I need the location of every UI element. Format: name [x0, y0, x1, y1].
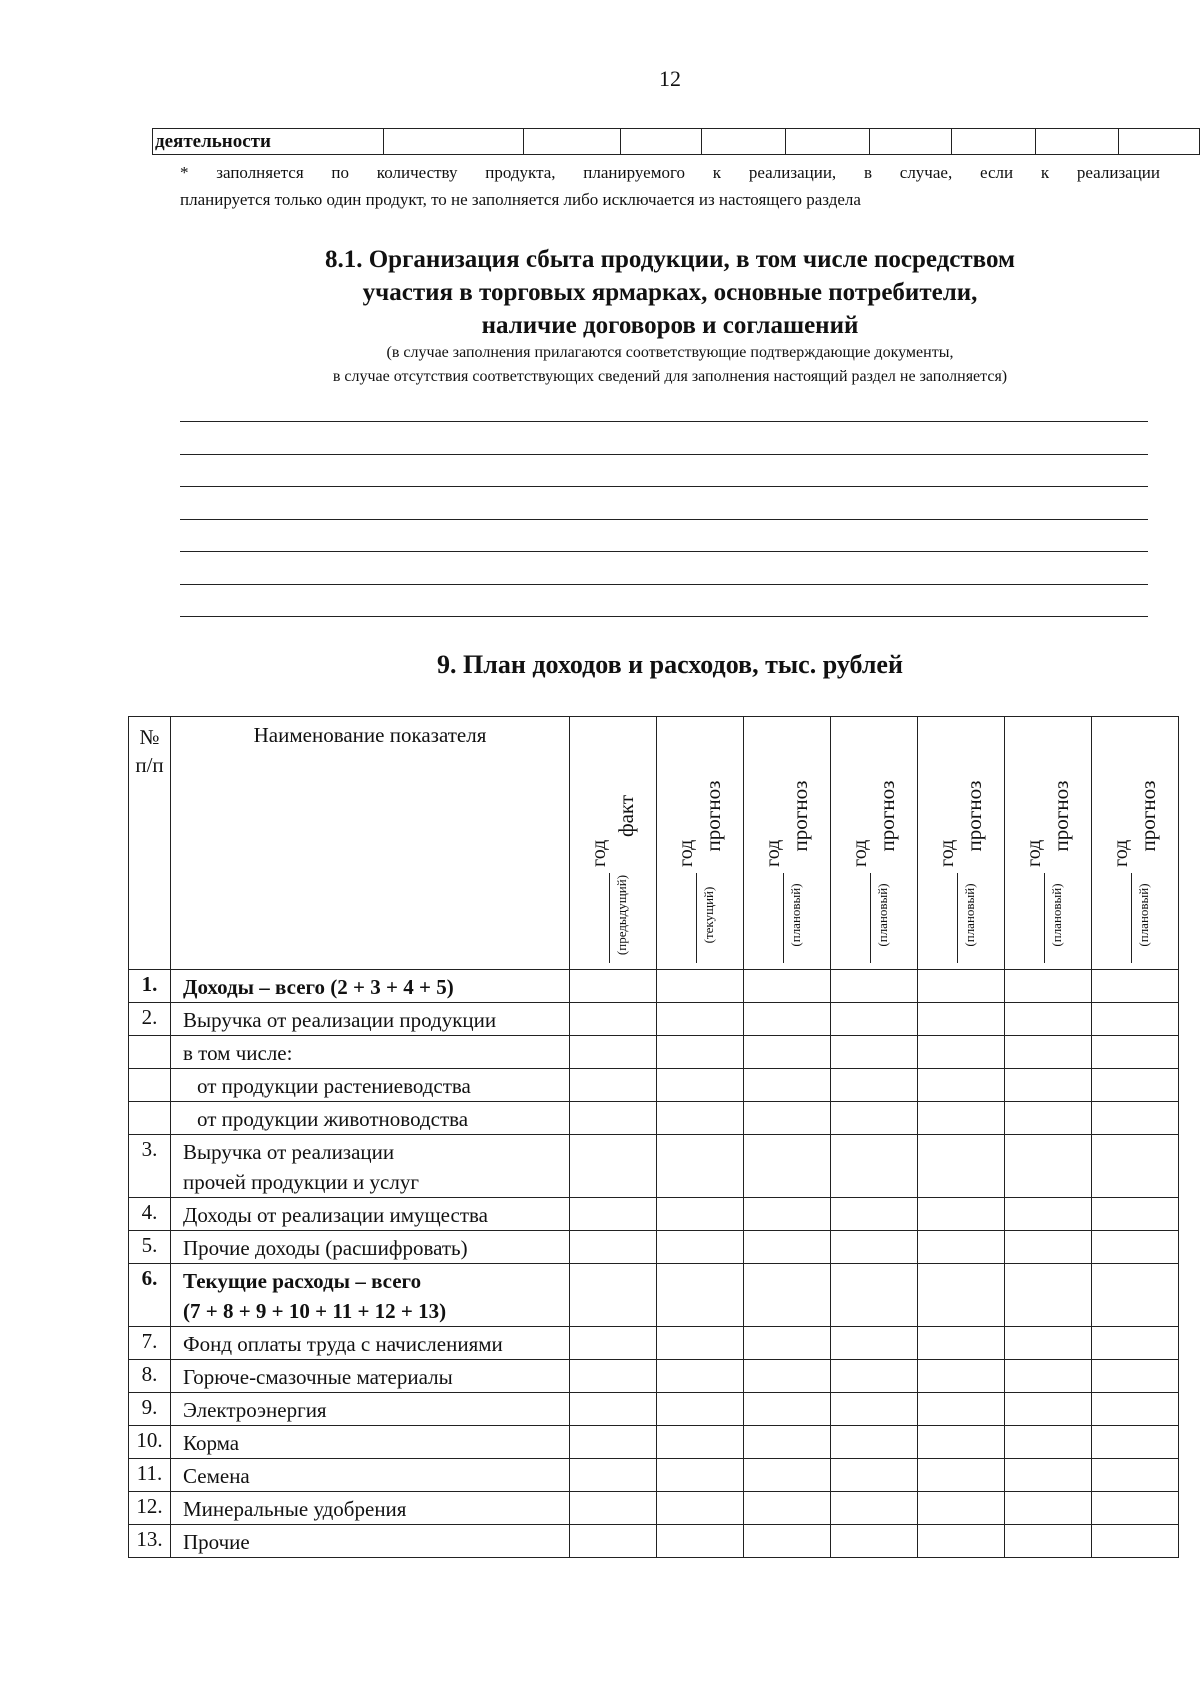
value-cell[interactable]: [657, 1360, 744, 1393]
value-cell[interactable]: [1005, 1036, 1092, 1069]
value-cell[interactable]: [1092, 1102, 1179, 1135]
row-indicator-name: Корма: [171, 1426, 570, 1459]
table-header-row: [129, 717, 1179, 970]
value-cell[interactable]: [831, 1069, 918, 1102]
value-cell[interactable]: [831, 1264, 918, 1327]
footnote-line: планируется только один продукт, то не заполняется либо исключается из настоящего раздела: [180, 190, 861, 209]
year-qualifier: (плановый): [1049, 883, 1064, 947]
year-word: год: [936, 839, 958, 868]
value-cell[interactable]: [744, 1231, 831, 1264]
header-year-col: [657, 717, 744, 970]
blank-line: [180, 421, 1148, 422]
empty-cell: [1118, 129, 1199, 155]
value-cell[interactable]: [1092, 1264, 1179, 1327]
row-indicator-name: Прочие: [171, 1525, 570, 1558]
year-qualifier: (плановый): [788, 883, 803, 947]
value-cell[interactable]: [744, 1426, 831, 1459]
value-cell[interactable]: [570, 1360, 657, 1393]
value-cell[interactable]: [918, 1426, 1005, 1459]
row-number: 7.: [129, 1327, 171, 1360]
value-cell[interactable]: [657, 1327, 744, 1360]
value-cell[interactable]: [918, 1525, 1005, 1558]
row-indicator-name: в том числе:: [171, 1036, 570, 1069]
value-cell[interactable]: [831, 1459, 918, 1492]
year-type: прогноз: [962, 780, 986, 852]
value-cell[interactable]: [1092, 970, 1179, 1003]
year-qualifier: (плановый): [875, 883, 890, 947]
value-cell[interactable]: [831, 1426, 918, 1459]
value-cell[interactable]: [1005, 1327, 1092, 1360]
blank-line: [180, 486, 1148, 487]
value-cell[interactable]: [657, 1426, 744, 1459]
value-cell[interactable]: [918, 1459, 1005, 1492]
value-cell[interactable]: [570, 1231, 657, 1264]
header-year-col: [570, 717, 657, 970]
value-cell[interactable]: [570, 1492, 657, 1525]
title-line: наличие договоров и соглашений: [481, 312, 859, 339]
row-number: 13.: [129, 1525, 171, 1558]
value-cell[interactable]: [744, 1069, 831, 1102]
value-cell[interactable]: [570, 1393, 657, 1426]
value-cell[interactable]: [570, 1426, 657, 1459]
row-number: 5.: [129, 1231, 171, 1264]
value-cell[interactable]: [1092, 1036, 1179, 1069]
empty-cell: [621, 129, 702, 155]
value-cell[interactable]: [1005, 1360, 1092, 1393]
table-row: [129, 1198, 1179, 1231]
name-line: прочей продукции и услуг: [183, 1170, 419, 1194]
table-row: [129, 1069, 1179, 1102]
row-number: [129, 1036, 171, 1069]
value-cell[interactable]: [918, 1393, 1005, 1426]
row-indicator-name: Фонд оплаты труда с начислениями: [171, 1327, 570, 1360]
table-row: [129, 1525, 1179, 1558]
value-cell[interactable]: [1005, 1198, 1092, 1231]
value-cell[interactable]: [570, 1525, 657, 1558]
value-cell[interactable]: [918, 1102, 1005, 1135]
value-cell[interactable]: [570, 1198, 657, 1231]
header-year-col: [918, 717, 1005, 970]
value-cell[interactable]: [1005, 1003, 1092, 1036]
value-cell[interactable]: [570, 1003, 657, 1036]
value-cell[interactable]: [918, 1003, 1005, 1036]
table-row: [129, 1426, 1179, 1459]
row-number: 12.: [129, 1492, 171, 1525]
value-cell[interactable]: [831, 970, 918, 1003]
value-cell[interactable]: [570, 970, 657, 1003]
value-cell[interactable]: [918, 1069, 1005, 1102]
year-qualifier: (предыдущий): [614, 875, 629, 956]
value-cell[interactable]: [831, 1231, 918, 1264]
value-cell[interactable]: [1092, 1525, 1179, 1558]
row-number: 8.: [129, 1360, 171, 1393]
value-cell[interactable]: [657, 1102, 744, 1135]
header-year-col: [1005, 717, 1092, 970]
value-cell[interactable]: [1092, 1231, 1179, 1264]
table-row: [129, 1264, 1179, 1327]
table-row: [129, 1327, 1179, 1360]
value-cell[interactable]: [570, 1135, 657, 1198]
value-cell[interactable]: [1005, 1231, 1092, 1264]
value-cell[interactable]: [1092, 1327, 1179, 1360]
section-9-title: 9. План доходов и расходов, тыс. рублей: [437, 650, 903, 679]
name-line: Выручка от реализации: [183, 1140, 395, 1164]
value-cell[interactable]: [570, 1069, 657, 1102]
value-cell[interactable]: [657, 970, 744, 1003]
year-word: год: [675, 839, 697, 868]
row-indicator-name: Семена: [171, 1459, 570, 1492]
value-cell[interactable]: [1005, 1264, 1092, 1327]
blank-line: [180, 616, 1148, 617]
value-cell[interactable]: [657, 1135, 744, 1198]
table-row: [129, 1459, 1179, 1492]
value-cell[interactable]: [831, 1036, 918, 1069]
income-expense-table: [128, 716, 1179, 1558]
value-cell[interactable]: [831, 1198, 918, 1231]
continuation-label: деятельности: [153, 129, 384, 155]
value-cell[interactable]: [570, 1459, 657, 1492]
value-cell[interactable]: [918, 1231, 1005, 1264]
value-cell[interactable]: [918, 1036, 1005, 1069]
row-indicator-name: Электроэнергия: [171, 1393, 570, 1426]
value-cell[interactable]: [1005, 1135, 1092, 1198]
value-cell[interactable]: [657, 1069, 744, 1102]
year-word: год: [1023, 839, 1045, 868]
row-indicator-name: Горюче-смазочные материалы: [171, 1360, 570, 1393]
blank-line: [180, 519, 1148, 520]
value-cell[interactable]: [1005, 1459, 1092, 1492]
value-cell[interactable]: [1005, 1426, 1092, 1459]
empty-cell: [702, 129, 786, 155]
row-indicator-name: Выручка от реализации продукции: [171, 1003, 570, 1036]
value-cell[interactable]: [1092, 1492, 1179, 1525]
value-cell[interactable]: [1092, 1426, 1179, 1459]
value-cell[interactable]: [1005, 1525, 1092, 1558]
table-row: [129, 1003, 1179, 1036]
year-word: год: [588, 839, 610, 868]
row-number: 4.: [129, 1198, 171, 1231]
empty-cell: [524, 129, 621, 155]
value-cell[interactable]: [1092, 1003, 1179, 1036]
value-cell[interactable]: [1092, 1135, 1179, 1198]
value-cell[interactable]: [744, 1525, 831, 1558]
year-qualifier: (плановый): [962, 883, 977, 947]
value-cell[interactable]: [831, 1135, 918, 1198]
value-cell[interactable]: [1092, 1459, 1179, 1492]
value-cell[interactable]: [831, 1003, 918, 1036]
empty-cell: [384, 129, 524, 155]
year-word: год: [762, 839, 784, 868]
value-cell[interactable]: [744, 1036, 831, 1069]
value-cell[interactable]: [918, 1264, 1005, 1327]
empty-cell: [785, 129, 869, 155]
table-row: [129, 970, 1179, 1003]
year-type: прогноз: [788, 780, 812, 852]
page-number: 12: [659, 66, 681, 91]
table-row: [129, 1492, 1179, 1525]
value-cell[interactable]: [657, 1492, 744, 1525]
value-cell[interactable]: [744, 1135, 831, 1198]
row-number: 10.: [129, 1426, 171, 1459]
value-cell[interactable]: [831, 1102, 918, 1135]
value-cell[interactable]: [744, 1360, 831, 1393]
value-cell[interactable]: [1092, 1069, 1179, 1102]
value-cell[interactable]: [1005, 1492, 1092, 1525]
row-indicator-name: [171, 1135, 570, 1198]
year-word: год: [849, 839, 871, 868]
value-cell[interactable]: [1005, 970, 1092, 1003]
empty-cell: [869, 129, 952, 155]
value-cell[interactable]: [918, 1135, 1005, 1198]
value-cell[interactable]: [918, 970, 1005, 1003]
header-year-col: [744, 717, 831, 970]
value-cell[interactable]: [570, 1036, 657, 1069]
section-8-1-note: [180, 341, 1160, 389]
name-line: Текущие расходы – всего: [183, 1269, 422, 1293]
title-line: 8.1. Организация сбыта продукции, в том числе посредством: [324, 246, 1016, 273]
row-indicator-name: Минеральные удобрения: [171, 1492, 570, 1525]
value-cell[interactable]: [570, 1327, 657, 1360]
year-type: прогноз: [701, 780, 725, 852]
value-cell[interactable]: [831, 1525, 918, 1558]
value-cell[interactable]: [657, 1393, 744, 1426]
row-indicator-name: Прочие доходы (расшифровать): [171, 1231, 570, 1264]
value-cell[interactable]: [918, 1360, 1005, 1393]
row-number: 2.: [129, 1003, 171, 1036]
value-cell[interactable]: [570, 1102, 657, 1135]
row-number: 1.: [129, 970, 171, 1003]
blank-line: [180, 584, 1148, 585]
year-type: прогноз: [875, 780, 899, 852]
value-cell[interactable]: [1005, 1102, 1092, 1135]
value-cell[interactable]: [1092, 1393, 1179, 1426]
value-cell[interactable]: [657, 1036, 744, 1069]
year-type: факт: [614, 795, 638, 838]
header-year-col: [831, 717, 918, 970]
value-cell[interactable]: [744, 1264, 831, 1327]
section-8-1-title: [180, 243, 1160, 342]
row-indicator-name: от продукции животноводства: [171, 1102, 570, 1135]
header-name: Наименование показателя: [171, 717, 570, 970]
row-number: 9.: [129, 1393, 171, 1426]
value-cell[interactable]: [570, 1264, 657, 1327]
row-indicator-name: Доходы от реализации имущества: [171, 1198, 570, 1231]
value-cell[interactable]: [657, 1264, 744, 1327]
table-row: [129, 1135, 1179, 1198]
header-num: № п/п: [129, 717, 171, 970]
value-cell[interactable]: [1005, 1069, 1092, 1102]
value-cell[interactable]: [1092, 1198, 1179, 1231]
value-cell[interactable]: [1092, 1360, 1179, 1393]
row-indicator-name: [171, 1264, 570, 1327]
table-row: [129, 1036, 1179, 1069]
footnote: [180, 159, 1160, 213]
table-row: [129, 1231, 1179, 1264]
value-cell[interactable]: [657, 1525, 744, 1558]
empty-cell: [1036, 129, 1119, 155]
value-cell[interactable]: [831, 1492, 918, 1525]
row-indicator-name: от продукции растениеводства: [171, 1069, 570, 1102]
header-year-col: [1092, 717, 1179, 970]
note-line: в случае отсутствия соответствующих сведений для заполнения настоящий раздел не заполняется): [332, 368, 1008, 385]
year-type: прогноз: [1136, 780, 1160, 852]
year-qualifier: (плановый): [1136, 883, 1151, 947]
value-cell[interactable]: [831, 1393, 918, 1426]
year-qualifier: (текущий): [701, 886, 716, 944]
value-cell[interactable]: [657, 1231, 744, 1264]
blank-line: [180, 551, 1148, 552]
value-cell[interactable]: [744, 1459, 831, 1492]
value-cell[interactable]: [744, 1102, 831, 1135]
table-row: [129, 1393, 1179, 1426]
value-cell[interactable]: [1005, 1393, 1092, 1426]
value-cell[interactable]: [657, 1459, 744, 1492]
row-indicator-name: Доходы – всего (2 + 3 + 4 + 5): [171, 970, 570, 1003]
row-number: 3.: [129, 1135, 171, 1198]
value-cell[interactable]: [657, 1003, 744, 1036]
blank-line: [180, 454, 1148, 455]
note-line: (в случае заполнения прилагаются соответствующие подтверждающие документы,: [386, 344, 954, 361]
empty-cell: [952, 129, 1036, 155]
year-word: год: [1110, 839, 1132, 868]
value-cell[interactable]: [918, 1492, 1005, 1525]
year-type: прогноз: [1049, 780, 1073, 852]
value-cell[interactable]: [657, 1198, 744, 1231]
row-number: [129, 1102, 171, 1135]
value-cell[interactable]: [918, 1198, 1005, 1231]
value-cell[interactable]: [744, 1492, 831, 1525]
value-cell[interactable]: [744, 1327, 831, 1360]
value-cell[interactable]: [918, 1327, 1005, 1360]
value-cell[interactable]: [744, 1003, 831, 1036]
value-cell[interactable]: [744, 1393, 831, 1426]
value-cell[interactable]: [744, 970, 831, 1003]
row-number: 6.: [129, 1264, 171, 1327]
value-cell[interactable]: [831, 1360, 918, 1393]
row-number: [129, 1069, 171, 1102]
value-cell[interactable]: [831, 1327, 918, 1360]
value-cell[interactable]: [744, 1198, 831, 1231]
table-row: [129, 1102, 1179, 1135]
continuation-table: [152, 128, 1200, 155]
row-number: 11.: [129, 1459, 171, 1492]
title-line: участия в торговых ярмарках, основные потребители,: [362, 279, 978, 306]
footnote-line: * заполняется по количеству продукта, планируемого к реализации, в случае, если к реализации: [180, 163, 1160, 182]
name-line: (7 + 8 + 9 + 10 + 11 + 12 + 13): [183, 1299, 447, 1323]
table-row: [129, 1360, 1179, 1393]
